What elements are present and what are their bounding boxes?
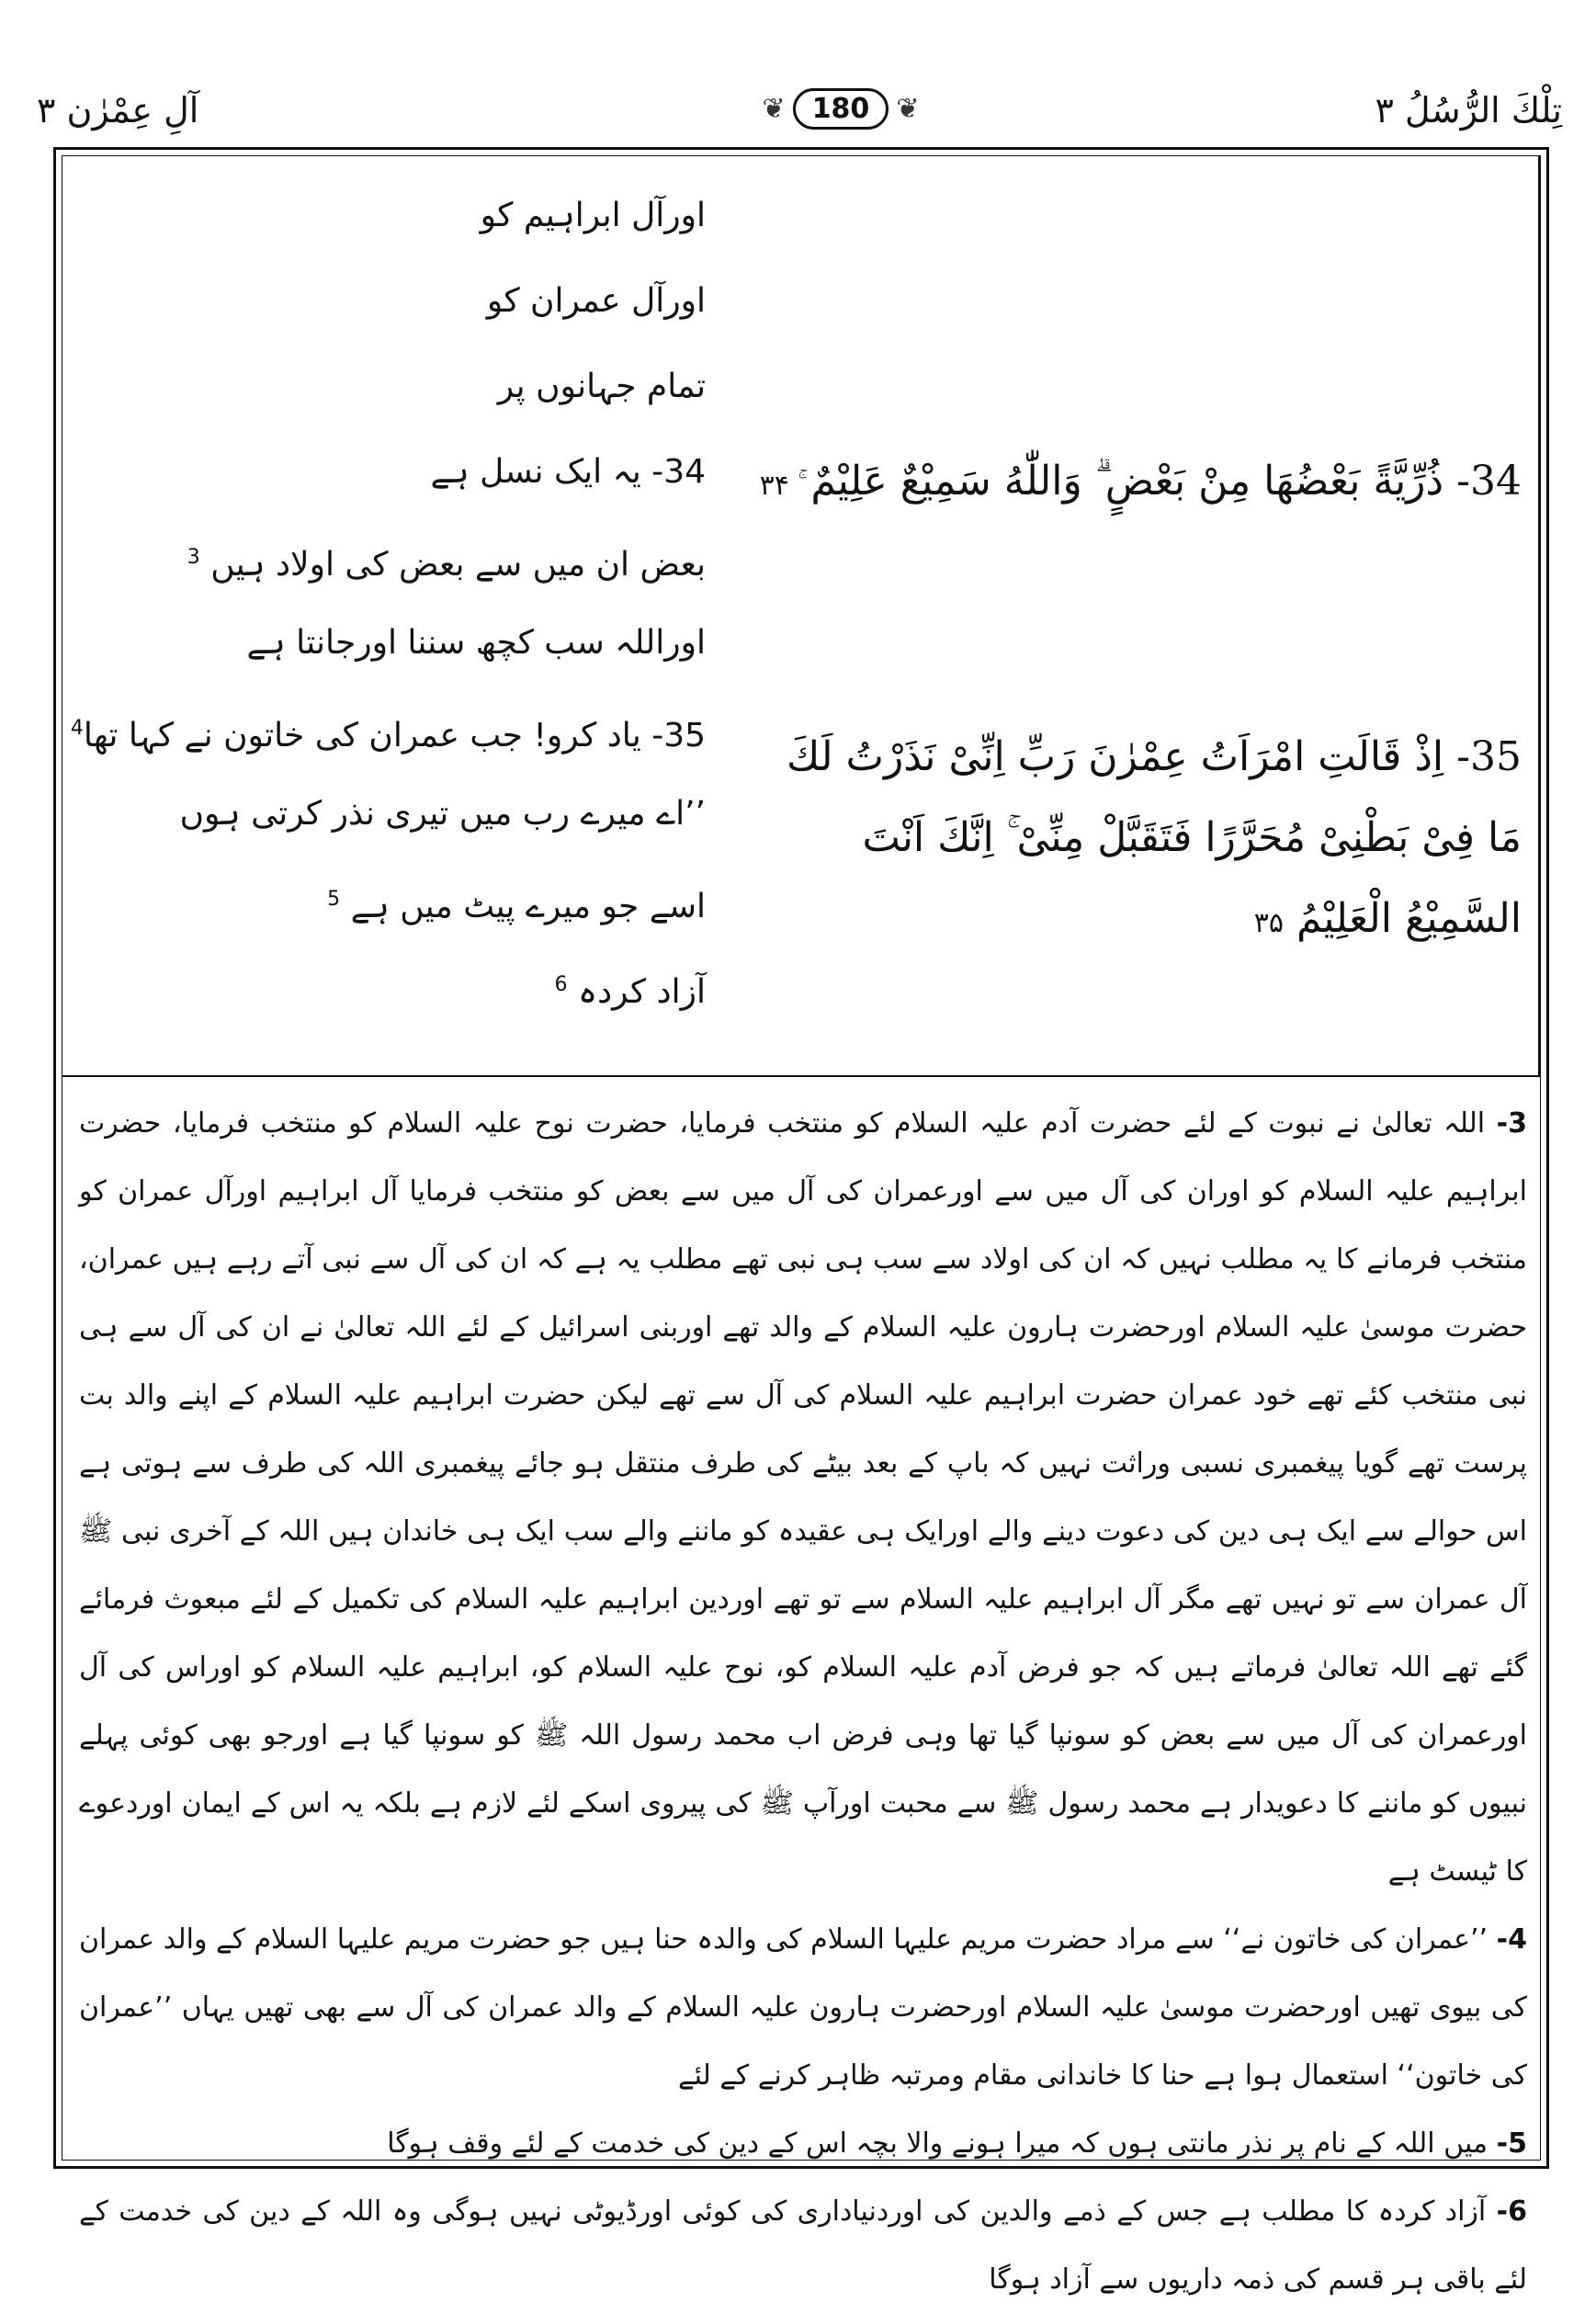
translation-line: بعض ان میں سے بعض کی اولاد ہیں $^3$ bbox=[187, 546, 706, 584]
footnote: 5- میں اللہ کے نام پر نذر مانتی ہوں کہ میرا ہونے والا بچہ اس کے دین کی خدمت کے لئے وقف ہوگا bbox=[387, 2127, 1527, 2160]
translation-line: اورآل ابراہیم کو bbox=[480, 197, 706, 234]
translation-line: ’’اے میرے رب میں تیری نذر کرتی ہوں bbox=[179, 795, 706, 833]
footnote-number: 4- bbox=[1496, 1923, 1527, 1956]
translation-line: اوراللہ سب کچھ سننا اورجانتا ہے bbox=[246, 624, 706, 662]
page-frame bbox=[53, 147, 1549, 2296]
footnote-number: 3- bbox=[1496, 1107, 1527, 1140]
footnotes bbox=[79, 1090, 1527, 2314]
ornament-left-icon: ❦ bbox=[762, 92, 786, 125]
ornament-right-icon: ❦ bbox=[896, 92, 920, 125]
arabic-line: السَّمِيْعُ الْعَلِيْمُ ۳۵ bbox=[1253, 895, 1522, 942]
page-number: 180 bbox=[793, 88, 889, 130]
juz-name: تِلْكَ الرُّسُلُ ۳ bbox=[1375, 90, 1562, 130]
surah-name: آلِ عِمْرٰن ۳ bbox=[37, 90, 199, 130]
arabic-line: 35- اِذْ قَالَتِ امْرَاَتُ عِمْرٰنَ رَبِّ اِنِّىْ نَذَرْتُ لَكَ bbox=[787, 733, 1522, 780]
footnote: 3- اللہ تعالیٰ نے نبوت کے لئے حضرت آدم علیہ السلام کو منتخب فرمایا، حضرت نوح علیہ السلام کو منتخب فرمایا، حضرت ابراہیم علیہ السلام کو اوران کی آل میں سے اورعمران کی آل میں سے بعض کو منتخب فرمایا آل ابراہیم اورآل عمران کو منتخب فرمانے کا یہ مطلب نہیں کہ ان کی اولاد سے سب ہی نبی تھے مطلب یہ ہے کہ ان کی آل سے نبی آتے رہے ہیں عمران، حضرت موسیٰ علیہ السلام اورحضرت ہارون علیہ السلام کے والد تھے اوربنی اسرائیل کے لئے اللہ تعالیٰ نے ان کی آل سے ہی نبی منتخب کئے تھے خود عمران حضرت ابراہیم علیہ السلام کی آل سے تھے لیکن حضرت ابراہیم علیہ السلام کے اپنے والد بت پرست تھے گویا پیغمبری نسبی وراثت نہیں کہ باپ کے بعد بیٹے کی طرف منتقل ہو جائے پیغمبری اللہ کی طرف سے ہوتی ہے اس حوالے سے ایک ہی دین کی دعوت دینے والے اورایک ہی عقیدہ کو ماننے والے سب ایک ہی خاندان ہیں اللہ کے آخری نبی ﷺ آل عمران سے تو نہیں تھے مگر آل ابراہیم علیہ السلام سے تو تھے اوردین ابراہیم علیہ السلام کی تکمیل کے لئے مبعوث فرمائے گئے تھے اللہ تعالیٰ فرماتے ہیں کہ جو فرض آدم علیہ السلام کو، نوح علیہ السلام کو، ابراہیم علیہ السلام کو اوراس کی آل اورعمران کی آل میں سے بعض کو سونپا گیا تھا وہی فرض اب محمد رسول اللہ ﷺ کو سونپا گیا ہے اورجو بھی کوئی پہلے نبیوں کو ماننے کا دعویدار ہے محمد رسول ﷺ سے محبت اورآپ ﷺ کی پیروی اسکے لئے لازم ہے بلکہ یہ اس کے ایمان اوردعوے کا ٹیسٹ ہے bbox=[79, 1107, 1528, 1888]
footnote-number: 6- bbox=[1496, 2195, 1527, 2228]
translation-line: اورآل عمران کو bbox=[486, 282, 706, 320]
verse-end-mark: ۚ ۳۴ bbox=[759, 470, 798, 502]
verse-end-mark: ۳۵ bbox=[1253, 907, 1284, 939]
translation-line: 34- یہ ایک نسل ہے bbox=[430, 453, 706, 491]
verse-table bbox=[62, 156, 1540, 1077]
page-frame-inner bbox=[62, 155, 1541, 2296]
page-header bbox=[37, 72, 1562, 145]
footnote-ref: 3 bbox=[187, 546, 200, 569]
arabic-verse-34 bbox=[746, 441, 1522, 527]
footnote-ref: 4 bbox=[70, 717, 84, 740]
arabic-column bbox=[728, 156, 1540, 1075]
footnote-number: 5- bbox=[1496, 2127, 1527, 2160]
translation-line: 35- یاد کرو! جب عمران کی خاتون نے کہا تھا$^4$ bbox=[70, 717, 706, 754]
translation-lines bbox=[70, 173, 706, 1027]
footnote: 6- آزاد کردہ کا مطلب ہے جس کے ذمے والدین کی اوردنیاداری کی کوئی اورڈیوٹی نہیں ہوگی وہ اللہ کے دین کی خدمت کے لئے باقی ہر قسم کی ذمہ داریوں سے آزاد ہوگا bbox=[79, 2195, 1527, 2296]
page-number-badge bbox=[753, 83, 928, 134]
translation-column bbox=[62, 156, 728, 1075]
arabic-line: مَا فِىْ بَطْنِىْ مُحَرَّرًا فَتَقَبَّلْ مِنِّىْ ۚ اِنَّكَ اَنْتَ bbox=[862, 814, 1522, 861]
arabic-line: 34- ذُرِّيَّةً بَعْضُهَا مِنْ بَعْضٍ ۗ وَاللّٰهُ سَمِيْعٌ عَلِيْمٌ ۚ ۳۴ bbox=[759, 458, 1522, 505]
footnote-ref: 5 bbox=[327, 888, 341, 911]
translation-line: اسے جو میرے پیٹ میں ہے $^5$ bbox=[327, 888, 706, 925]
translation-line: آزاد کردہ $^6$ bbox=[554, 973, 706, 1011]
footnote: 4- ’’عمران کی خاتون نے‘‘ سے مراد حضرت مریم علیہا السلام کی والدہ حنا ہیں جو حضرت مریم علیہا السلام کے والد عمران کی بیوی تھیں اورحضرت موسیٰ علیہ السلام اورحضرت ہارون علیہ السلام کے والد عمران کی آل سے بھی تھیں یہاں ’’عمران کی خاتون‘‘ استعمال ہوا ہے حنا کا خاندانی مقام ومرتبہ ظاہر کرنے کے لئے bbox=[79, 1923, 1527, 2092]
translation-line: تمام جہانوں پر bbox=[497, 368, 706, 405]
arabic-verse-35 bbox=[746, 717, 1522, 964]
footnote-ref: 6 bbox=[554, 973, 568, 996]
